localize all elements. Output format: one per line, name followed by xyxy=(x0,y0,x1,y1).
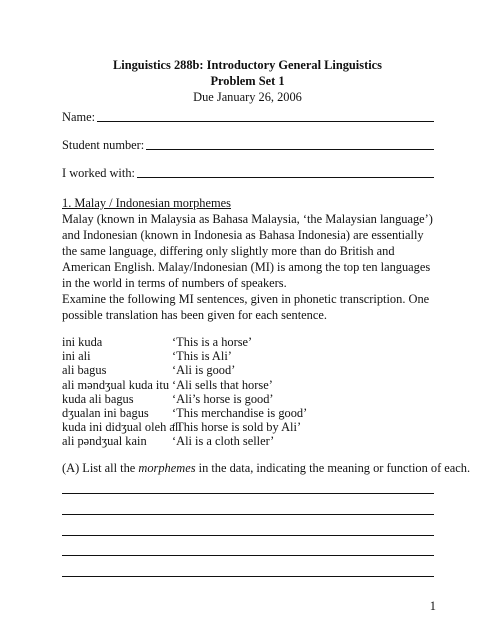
example-mi: ini kuda xyxy=(62,335,103,349)
example-translation: ‘This horse is sold by Ali’ xyxy=(172,420,302,435)
answer-line[interactable] xyxy=(62,493,434,494)
example-translation: ‘This merchandise is good’ xyxy=(172,405,308,420)
example-row xyxy=(62,392,442,406)
answer-line[interactable] xyxy=(62,514,434,515)
example-row xyxy=(62,363,442,377)
example-translation: ‘This is Ali’ xyxy=(172,349,232,364)
student-number-field[interactable] xyxy=(62,137,434,153)
worked-with-blank-line[interactable] xyxy=(137,165,434,178)
section-intro: Malay (known in Malaysia as Bahasa Malaysia, ‘the Malaysian language’) and Indonesian (known in Indonesia as Bahasa Indonesia) are essentially the same language, differing only slightly more than do British and American English. Malay/Indonesian (MI) is among the top ten languages in the world in terms of numbers of speakers. xyxy=(62,212,433,290)
example-mi: ini ali xyxy=(62,349,91,364)
example-row xyxy=(62,434,442,448)
example-mi: ali bagus xyxy=(62,363,107,378)
example-mi: ali pəndʒual kain xyxy=(62,434,147,449)
question-a xyxy=(62,460,471,476)
name-label: Name: xyxy=(62,110,96,124)
answer-line[interactable] xyxy=(62,576,434,577)
document-header xyxy=(0,57,495,105)
example-mi: kuda ini didʒual oleh ali xyxy=(62,420,182,435)
answer-line[interactable] xyxy=(62,555,434,556)
answer-line[interactable] xyxy=(62,535,434,536)
example-translation: ‘Ali is good’ xyxy=(172,363,236,378)
example-table xyxy=(62,335,442,449)
example-row xyxy=(62,420,442,434)
example-translation: ‘This is a horse’ xyxy=(172,335,253,349)
instruction-block xyxy=(62,291,437,323)
example-row xyxy=(62,406,442,420)
example-row xyxy=(62,335,442,349)
problem-set-title: Problem Set 1 xyxy=(210,74,285,88)
section-title: 1. Malay / Indonesian morphemes xyxy=(62,196,231,210)
question-emphasis: morphemes xyxy=(138,461,196,475)
example-translation: ‘Ali sells that horse’ xyxy=(172,377,273,392)
name-field[interactable] xyxy=(62,109,434,125)
question-suffix: in the data, indicating the meaning or function of each. xyxy=(195,461,471,475)
example-row xyxy=(62,349,442,363)
example-mi: ali məndʒual kuda itu xyxy=(62,377,170,392)
page-number: 1 xyxy=(429,599,436,613)
name-blank-line[interactable] xyxy=(97,109,434,122)
example-translation: ‘Ali is a cloth seller’ xyxy=(172,434,275,449)
due-date: Due January 26, 2006 xyxy=(193,90,302,104)
example-mi: dʒualan ini bagus xyxy=(62,405,149,420)
section-instruction: Examine the following MI sentences, given in phonetic transcription. One possible translation has been given for each sentence. xyxy=(62,292,430,322)
example-row xyxy=(62,378,442,392)
question-prefix: (A) List all the xyxy=(62,461,139,475)
example-mi: kuda ali bagus xyxy=(62,391,134,406)
section-malay-indonesian xyxy=(62,195,437,291)
course-title: Linguistics 288b: Introductory General Linguistics xyxy=(113,58,382,72)
student-number-label: Student number: xyxy=(62,138,145,152)
worked-with-label: I worked with: xyxy=(62,166,135,180)
worked-with-field[interactable] xyxy=(62,165,434,181)
student-number-blank-line[interactable] xyxy=(146,137,434,150)
example-translation: ‘Ali’s horse is good’ xyxy=(172,391,274,406)
